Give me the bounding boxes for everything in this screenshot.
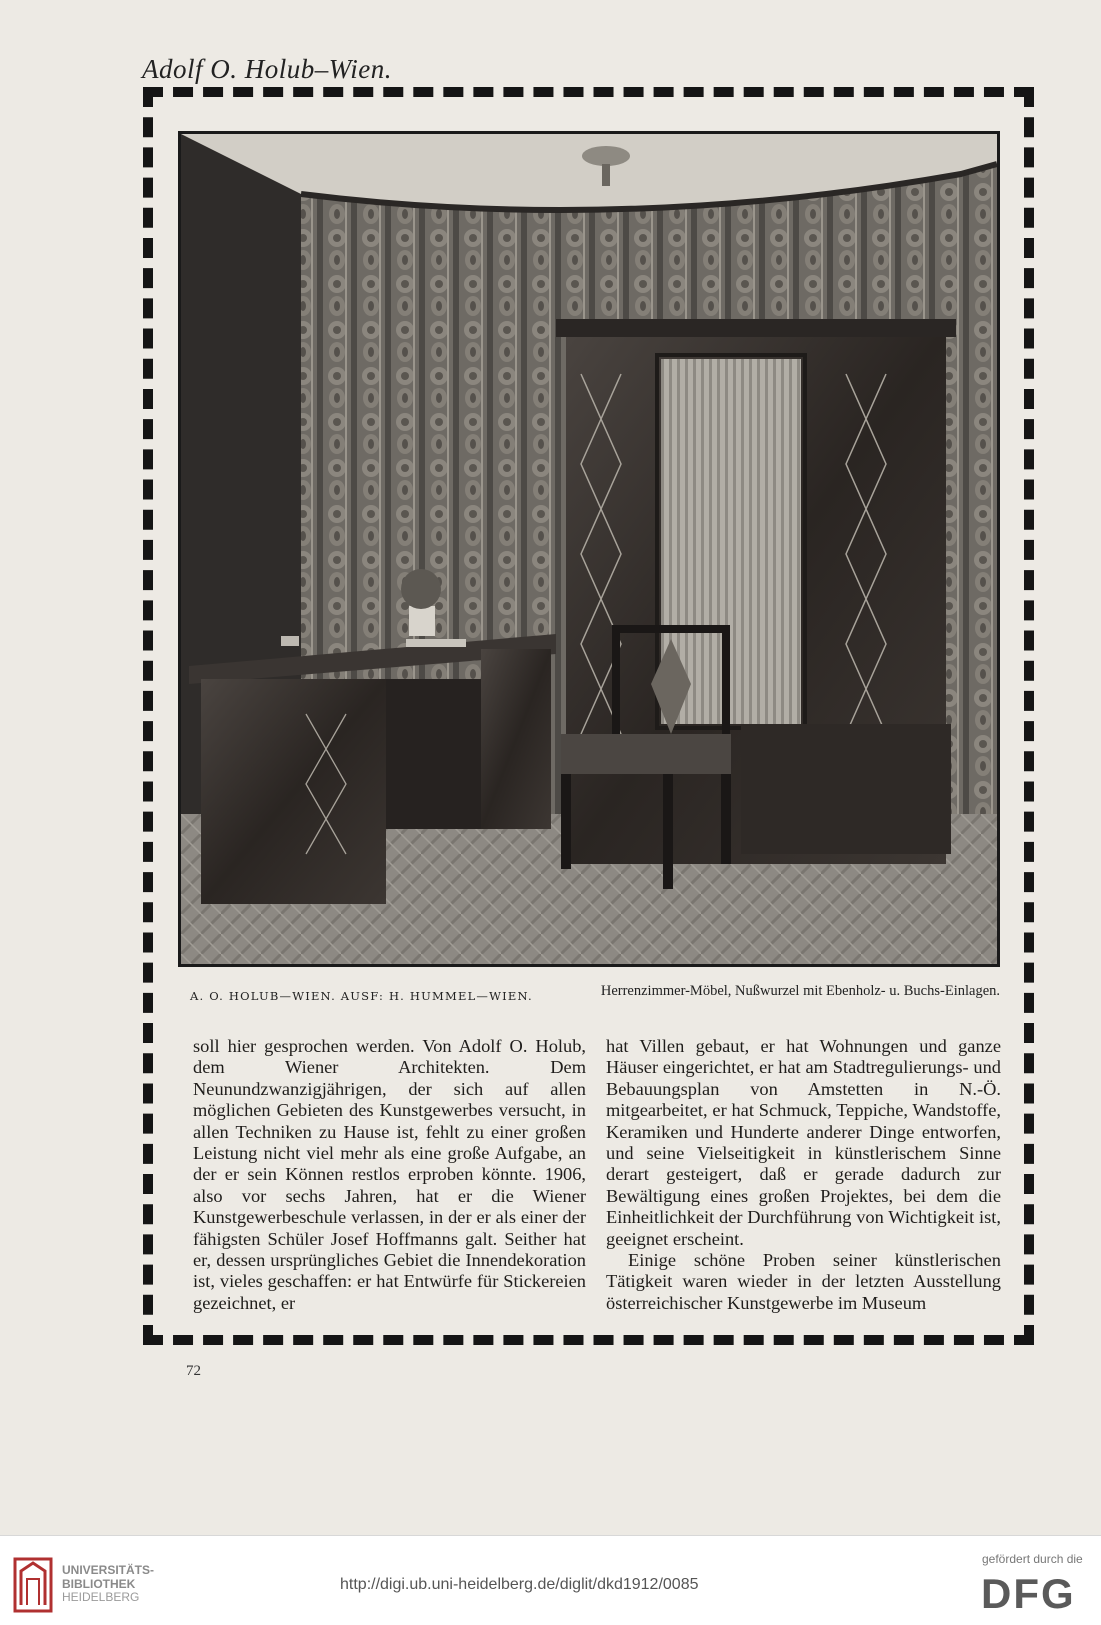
paragraph: hat Villen gebaut, er hat Wohnungen und ganze Häuser eingerichtet, er hat am Stadtregulierungs- und Bebauungsplan von Amstetten in N.-Ö. mitgearbeitet, er hat Schmuck, Teppiche, Wandstoffe, Keramiken und Hunderte anderer Dinge entworfen, und seine Vielseitigkeit in künstlerischem Sinne derart gesteigert, daß er gerade dadurch zur Bewältigung eines großen Projektes, bei dem die Einheitlichkeit der Durchführung von Wichtigkeit ist, geeignet erscheint. <box>606 1036 1001 1249</box>
dfg-logo[interactable]: DFG <box>981 1570 1076 1617</box>
funded-by-label: gefördert durch die <box>982 1552 1083 1566</box>
library-name <box>62 1564 154 1605</box>
caption-credit: A. O. HOLUB—WIEN. AUSF: H. HUMMEL—WIEN. <box>190 989 533 1003</box>
interior-photograph <box>178 131 1000 967</box>
caption-title: Herrenzimmer-Möbel, Nußwurzel mit Ebenholz- u. Buchs-Einlagen. <box>600 983 1000 999</box>
library-logo-icon <box>13 1557 53 1613</box>
photo-illustration <box>181 134 997 964</box>
library-name-line: HEIDELBERG <box>62 1590 140 1604</box>
library-name-line: UNIVERSITÄTS- <box>62 1563 155 1577</box>
paragraph: Einige schöne Proben seiner künstlerischen Tätigkeit waren wieder in der letzten Ausstellung österreichischer Kunstgewerbe im Museum <box>606 1250 1001 1313</box>
permalink[interactable]: http://digi.ub.uni-heidelberg.de/diglit/dkd1912/0085 <box>340 1576 699 1593</box>
running-title: Adolf O. Holub–Wien. <box>142 54 392 84</box>
text-column-right <box>606 1036 1001 1314</box>
text-column-left <box>193 1036 586 1314</box>
viewer-footer <box>0 1535 1101 1625</box>
paragraph: soll hier gesprochen werden. Von Adolf O. Holub, dem Wiener Architekten. Dem Neunundzwanzigjährigen, der sich auf allen möglichen Gebieten des Kunstgewerbes versucht, in allen Techniken zu Hause ist, fehlt zu einer großen Leistung nicht viel mehr als eine große Aufgabe, an der er sein Können restlos erproben könnte. 1906, also vor sechs Jahren, hat er die Wiener Kunstgewerbeschule verlassen, in der er als einer der fähigsten Schüler Josef Hoffmanns galt. Seither hat er, dessen ursprüngliches Gebiet die Innendekoration ist, vieles geschaffen: er hat Entwürfe für Stickereien gezeichnet, er <box>193 1036 586 1313</box>
library-name-line: BIBLIOTHEK <box>62 1576 136 1591</box>
page-number: 72 <box>186 1363 201 1379</box>
